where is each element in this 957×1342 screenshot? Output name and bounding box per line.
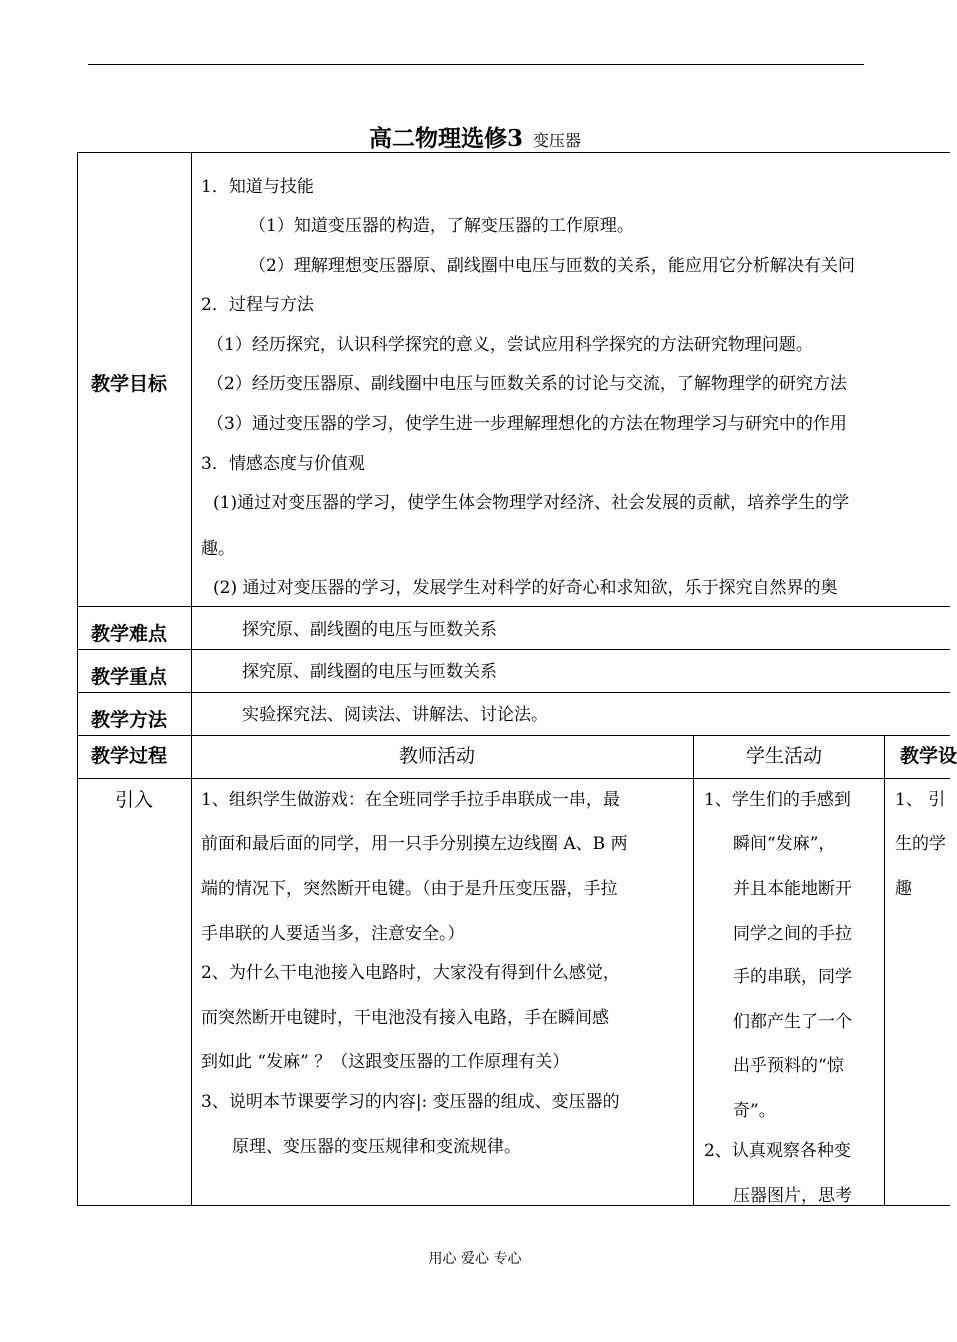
title-subtitle: 变压器: [533, 131, 582, 150]
student-activity-line: 瞬间“发麻”，: [733, 834, 836, 854]
lesson-plan-table: [77, 152, 957, 1207]
teacher-student-divider: [693, 735, 694, 1206]
objectives-label: 教学目标: [91, 373, 168, 395]
student-activity-line: 并且本能地断开: [733, 879, 852, 899]
objective-line: 2．过程与方法: [201, 295, 314, 315]
page-footer: 用心 爱心 专心: [428, 1251, 522, 1267]
label-column-divider: [191, 152, 192, 1206]
difficulty-value: 探究原、副线圈的电压与匝数关系: [242, 620, 497, 640]
teacher-activity-line: 手串联的人要适当多，注意安全。）: [201, 924, 465, 944]
student-activity-line: 们都产生了一个: [733, 1012, 852, 1032]
teaching-intent-header: 教学设: [900, 745, 957, 767]
teacher-activity-line: 端的情况下，突然断开电键。（由于是升压变压器，手拉: [201, 879, 618, 899]
student-activity-line: 手的串联，同学: [733, 967, 852, 987]
objective-line: 3．情感态度与价值观: [201, 454, 365, 474]
teacher-activity-line: 3、说明本节课要学习的内容|: 变压器的组成、变压器的: [201, 1092, 620, 1112]
title-main: 高二物理选修3: [368, 125, 523, 152]
objective-line: (2) 通过对变压器的学习，发展学生对科学的好奇心和求知欲，乐于探究自然界的奥: [213, 578, 838, 598]
method-value: 实验探究法、阅读法、讲解法、讨论法。: [242, 705, 548, 725]
student-activity-line: 出乎预料的“惊: [733, 1056, 844, 1076]
student-intent-divider: [884, 735, 885, 1206]
objective-line: （1）知道变压器的构造，了解变压器的工作原理。: [249, 216, 634, 236]
student-activity-line: 1、学生们的手感到: [704, 790, 851, 810]
objective-line: （2）理解理想变压器原、副线圈中电压与匝数的关系，能应用它分析解决有关问: [249, 256, 855, 276]
table-border-top: [77, 152, 950, 153]
process-header: 教学过程: [91, 745, 168, 767]
row-divider-process-header: [77, 778, 950, 779]
table-border-left: [77, 152, 78, 1206]
keypoint-value: 探究原、副线圈的电压与匝数关系: [242, 662, 497, 682]
difficulty-label: 教学难点: [91, 623, 168, 645]
method-label: 教学方法: [91, 709, 168, 731]
objective-line: 趣。: [201, 539, 235, 559]
teacher-activity-line: 到如此 “发麻” ？（这跟变压器的工作原理有关）: [201, 1052, 570, 1072]
objective-line: （2）经历变压器原、副线圈中电压与匝数关系的讨论与交流，了解物理学的研究方法: [207, 374, 847, 394]
objective-line: （1）经历探究，认识科学探究的意义，尝试应用科学探究的方法研究物理问题。: [207, 335, 813, 355]
teacher-activity-line: 2、为什么干电池接入电路时，大家没有得到什么感觉，: [201, 963, 620, 983]
objective-line: (1)通过对变压器的学习，使学生体会物理学对经济、社会发展的贡献，培养学生的学: [213, 493, 850, 513]
student-activity-line: 同学之间的手拉: [733, 924, 852, 944]
student-activity-header: 学生活动: [746, 745, 823, 767]
teacher-activity-line: 1、组织学生做游戏：在全班同学手拉手串联成一串，最: [201, 790, 620, 810]
teacher-activity-line: 前面和最后面的同学，用一只手分别摸左边线圈 A、B 两: [201, 834, 628, 854]
objective-line: 1．知道与技能: [201, 177, 314, 197]
teaching-intent-line: 1、 引: [895, 790, 946, 810]
objective-line: （3）通过变压器的学习，使学生进一步理解理想化的方法在物理学习与研究中的作用: [207, 414, 847, 434]
teacher-activity-line: 原理、变压器的变压规律和变流规律。: [232, 1137, 521, 1157]
student-activity-line: 2、认真观察各种变: [704, 1141, 851, 1161]
intro-label: 引入: [115, 789, 154, 811]
row-divider-difficulty: [77, 649, 950, 650]
header-rule: [88, 64, 864, 65]
row-divider-keypoint: [77, 692, 950, 693]
student-activity-line: 压器图片，思考: [733, 1186, 852, 1206]
row-divider-method: [77, 735, 950, 736]
student-activity-line: 奇”。: [733, 1101, 776, 1121]
teaching-intent-line: 趣: [895, 879, 912, 899]
page-title: [0, 120, 950, 153]
teacher-activity-header: 教师活动: [399, 745, 476, 767]
teacher-activity-line: 而突然断开电键时，干电池没有接入电路，手在瞬间感: [201, 1008, 609, 1028]
row-divider-objectives: [77, 606, 950, 607]
teaching-intent-line: 生的学: [895, 834, 946, 854]
keypoint-label: 教学重点: [91, 666, 168, 688]
